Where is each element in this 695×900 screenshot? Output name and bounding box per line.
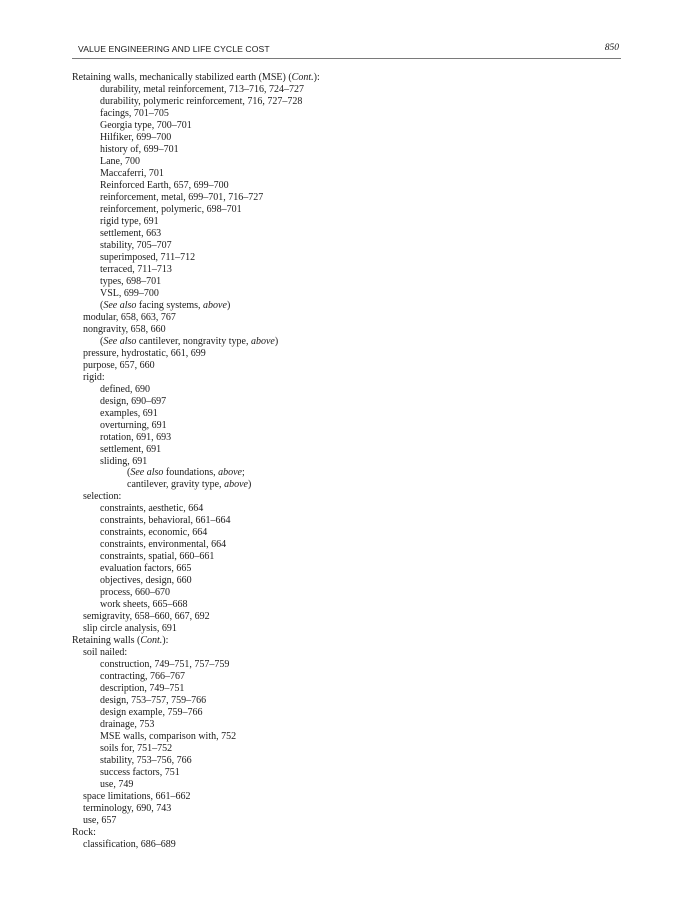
index-entry xyxy=(72,575,632,587)
index-entry xyxy=(72,587,632,599)
index-entry-text: soils for, 751–752 xyxy=(100,743,173,755)
index-entry-text: defined, 690 xyxy=(100,383,150,395)
index-entry xyxy=(72,360,632,372)
index-entry-text: use, 657 xyxy=(83,815,117,827)
index-entry xyxy=(72,264,632,276)
index-entry-text: foundations, xyxy=(163,467,219,479)
index-entry xyxy=(72,491,632,503)
index-entry-text: slip circle analysis, 691 xyxy=(83,623,177,635)
index-entry xyxy=(72,527,632,539)
index-entry xyxy=(72,156,632,168)
index-entry xyxy=(72,659,632,671)
index-entry-text: ): xyxy=(162,635,169,647)
page-number: 850 xyxy=(604,43,619,53)
index-entry xyxy=(72,312,632,324)
index-entry-text: ) xyxy=(226,299,231,311)
index-entry-text: sliding, 691 xyxy=(100,455,148,467)
index-entry-text: stability, 753–756, 766 xyxy=(100,755,192,767)
index-entry-text: Rock: xyxy=(72,827,96,839)
index-entry xyxy=(72,240,632,252)
index-entry-text: overturning, 691 xyxy=(100,419,167,431)
index-entry-text: settlement, 691 xyxy=(100,443,162,455)
index-entry-text: constraints, spatial, 660–661 xyxy=(100,551,215,563)
index-entry-text: construction, 749–751, 757–759 xyxy=(100,659,230,671)
index-entry xyxy=(72,503,632,515)
index-entry xyxy=(72,563,632,575)
index-entry xyxy=(72,635,632,647)
index-entry-text: facings, 701–705 xyxy=(100,107,169,119)
index-entry-text: durability, polymeric reinforcement, 716, 727–728 xyxy=(100,95,303,107)
index-entry-text: reinforcement, metal, 699–701, 716–727 xyxy=(100,191,264,203)
index-entry xyxy=(72,743,632,755)
index-entry xyxy=(72,444,632,456)
index-entry-text: design example, 759–766 xyxy=(100,707,203,719)
index-entry-text: ( xyxy=(100,299,104,311)
index-entry-text: MSE walls, comparison with, 752 xyxy=(100,731,237,743)
index-entry xyxy=(72,108,632,120)
index-entry xyxy=(72,731,632,743)
index-entry-italic-text: above xyxy=(250,335,275,347)
index-entry-italic-text: See also xyxy=(103,299,137,311)
index-entry-text: constraints, aesthetic, 664 xyxy=(100,503,204,515)
index-entry-text: reinforcement, polymeric, 698–701 xyxy=(100,203,242,215)
index-entry-text: design, 690–697 xyxy=(100,395,167,407)
index-entry-text: terminology, 690, 743 xyxy=(83,803,172,815)
index-entry-italic-text: above xyxy=(203,299,227,311)
index-entry xyxy=(72,456,632,468)
index-entry xyxy=(72,252,632,264)
index-entry xyxy=(72,767,632,779)
index-entry xyxy=(72,467,632,479)
index-entry-text: constraints, environmental, 664 xyxy=(100,539,227,551)
index-entry-text: ): xyxy=(313,72,320,83)
index-entry-text: ) xyxy=(274,335,279,347)
index-entry-italic-text: above xyxy=(218,467,242,479)
index-entry xyxy=(72,276,632,288)
index-entry-text: soil nailed: xyxy=(83,647,128,659)
index-entry-italic-text: Cont. xyxy=(140,635,163,647)
index-entry-italic-text: See also xyxy=(130,467,164,479)
index-entry xyxy=(72,515,632,527)
index-entry-text: Retaining walls, mechanically stabilized earth (MSE) ( xyxy=(72,72,292,83)
index-entry xyxy=(72,144,632,156)
index-entry-text: evaluation factors, 665 xyxy=(100,563,192,575)
index-entry xyxy=(72,779,632,791)
index-entry-text: durability, metal reinforcement, 713–716, 724–727 xyxy=(100,83,305,95)
index-entry xyxy=(72,120,632,132)
index-entry-text: history of, 699–701 xyxy=(100,143,179,155)
index-entry xyxy=(72,84,632,96)
index-entry-text: VSL, 699–700 xyxy=(100,287,159,299)
index-entry-text: modular, 658, 663, 767 xyxy=(83,311,176,323)
index-entry xyxy=(72,132,632,144)
index-entry xyxy=(72,72,632,84)
index-entry xyxy=(72,396,632,408)
index-entry-text: Hilfiker, 699–700 xyxy=(100,131,172,143)
index-entry-text: examples, 691 xyxy=(100,407,158,419)
index-entry-text: semigravity, 658–660, 667, 692 xyxy=(83,611,210,623)
index-entry-italic-text: above xyxy=(224,479,248,491)
index-entry-italic-text: Cont. xyxy=(291,72,314,83)
index-entry-text: ) xyxy=(247,479,252,491)
index-entry xyxy=(72,611,632,623)
index-entry-text: rotation, 691, 693 xyxy=(100,431,172,443)
index-entry-text: constraints, economic, 664 xyxy=(100,527,208,539)
index-entry-text: success factors, 751 xyxy=(100,767,180,779)
index-entry xyxy=(72,432,632,444)
index-entry-text: classification, 686–689 xyxy=(83,839,176,850)
index-entry-text: Lane, 700 xyxy=(100,155,140,167)
index-entry-text: space limitations, 661–662 xyxy=(83,791,191,803)
index-entry-text: Reinforced Earth, 657, 699–700 xyxy=(100,179,229,191)
index-entry xyxy=(72,96,632,108)
index-entry xyxy=(72,623,632,635)
index-entry-text: rigid type, 691 xyxy=(100,215,159,227)
index-entry xyxy=(72,228,632,240)
index-entry xyxy=(72,791,632,803)
index-entry-text: design, 753–757, 759–766 xyxy=(100,695,207,707)
index-entry xyxy=(72,168,632,180)
index-entry-text: ( xyxy=(100,335,104,347)
index-entry xyxy=(72,755,632,767)
index-entry xyxy=(72,336,632,348)
index-entry xyxy=(72,647,632,659)
index-entry xyxy=(72,408,632,420)
index-entry-text: use, 749 xyxy=(100,779,134,791)
index-entry xyxy=(72,539,632,551)
index-entry-text: objectives, design, 660 xyxy=(100,575,192,587)
index-entry-text: facing systems, xyxy=(136,299,204,311)
index-entry xyxy=(72,192,632,204)
index-entry-text: pressure, hydrostatic, 661, 699 xyxy=(83,347,206,359)
index-entry xyxy=(72,180,632,192)
index-entry xyxy=(72,288,632,300)
index-entry xyxy=(72,827,632,839)
index-entry-text: purpose, 657, 660 xyxy=(83,359,155,371)
index-entry-text: cantilever, gravity type, xyxy=(127,479,225,491)
index-entry-italic-text: See also xyxy=(103,335,137,347)
index-entry xyxy=(72,348,632,360)
index-entry-text: stability, 705–707 xyxy=(100,239,172,251)
index-entry-text: description, 749–751 xyxy=(100,683,185,695)
index-entry xyxy=(72,707,632,719)
index-entry-text: terraced, 711–713 xyxy=(100,263,172,275)
index-entry xyxy=(72,300,632,312)
index-entry xyxy=(72,216,632,228)
index-entry-text: ; xyxy=(242,467,245,479)
index-entry xyxy=(72,803,632,815)
index-entry-text: superimposed, 711–712 xyxy=(100,251,196,263)
index-entry xyxy=(72,204,632,216)
running-header xyxy=(72,44,621,59)
index-entry-text: types, 698–701 xyxy=(100,275,162,287)
index-entry-text: Retaining walls ( xyxy=(72,635,141,647)
index-entry-text: selection: xyxy=(83,491,122,503)
index-entry xyxy=(72,695,632,707)
index-entry xyxy=(72,599,632,611)
index-entry-text: rigid: xyxy=(83,371,105,383)
index-entry xyxy=(72,719,632,731)
index-entry xyxy=(72,420,632,432)
index-entry-text: ( xyxy=(127,467,131,479)
running-header-title: VALUE ENGINEERING AND LIFE CYCLE COST xyxy=(78,44,270,54)
index-entry xyxy=(72,683,632,695)
index-entry xyxy=(72,384,632,396)
index-entry-text: Georgia type, 700–701 xyxy=(100,119,192,131)
index-entry xyxy=(72,551,632,563)
index-entry xyxy=(72,839,632,851)
index-list xyxy=(72,72,632,851)
index-entry-text: cantilever, nongravity type, xyxy=(136,335,251,347)
index-entry-text: nongravity, 658, 660 xyxy=(83,323,166,335)
index-entry xyxy=(72,324,632,336)
index-entry xyxy=(72,479,632,491)
index-entry xyxy=(72,815,632,827)
index-entry-text: work sheets, 665–668 xyxy=(100,599,188,611)
index-entry-text: process, 660–670 xyxy=(100,587,170,599)
index-entry xyxy=(72,372,632,384)
index-entry-text: constraints, behavioral, 661–664 xyxy=(100,515,231,527)
index-entry xyxy=(72,671,632,683)
index-entry-text: contracting, 766–767 xyxy=(100,671,185,683)
index-entry-text: drainage, 753 xyxy=(100,719,155,731)
index-entry-text: Maccaferri, 701 xyxy=(100,167,164,179)
index-entry-text: settlement, 663 xyxy=(100,227,162,239)
